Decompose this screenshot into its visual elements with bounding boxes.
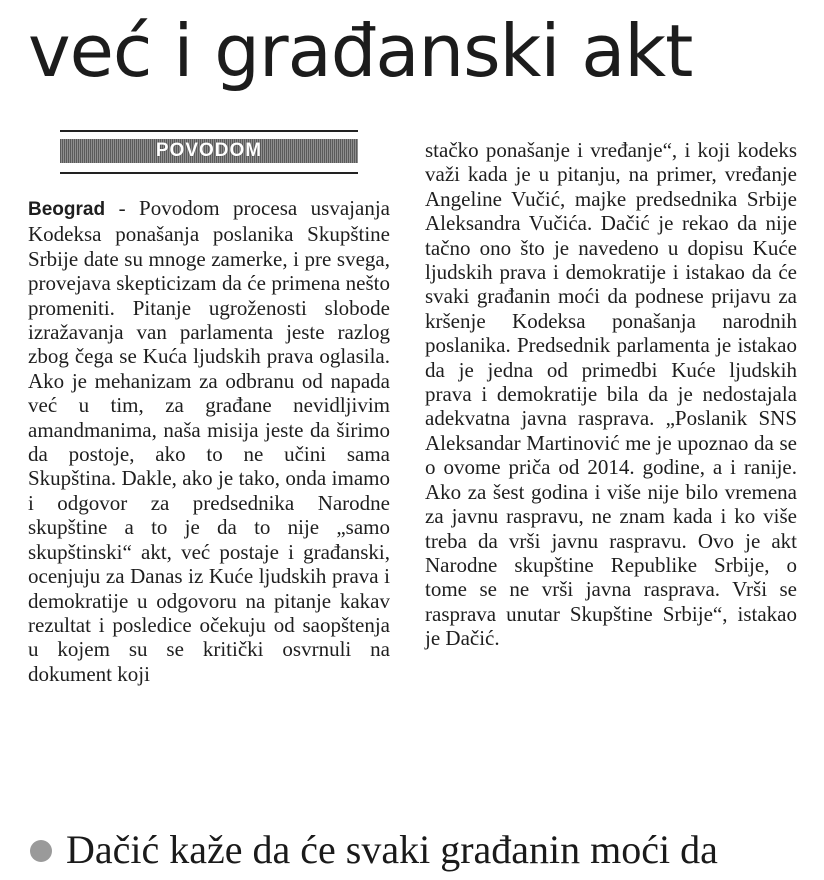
rubric-label: POVODOM [155,140,263,161]
callout-text: Dačić kaže da će svaki građanin moći da [66,827,718,872]
dateline: Beograd [28,199,106,220]
article-column-left [28,196,390,686]
bullet-icon [30,840,52,862]
section-rubric [60,130,358,174]
column-divider [408,140,409,810]
rubric-bar [60,139,358,163]
rubric-rule-top [60,130,358,132]
article-paragraph-left [28,196,390,686]
headline: već i građanski akt [28,9,693,93]
left-column-body: - Povodom procesa usvajanja Kodeksa ponašanja poslanika Skupštine Srbije date su mnoge zamerke, i pre svega, provejava skepticizam da će primena nešto promeniti. Pitanje ugroženosti slobode izražavanja van parlamenta jeste razlog zbog čega se Kuća ljudskih prava oglasila. Ako je mehanizam za odbranu od napada već u tim, za građane nevidljivim amandmanima, naša misija jeste da širimo da postoje, ako to ne učini sama Skupština. Dakle, ako je tako, onda imamo i odgovor za predsednika Narodne skupštine a to je da to nije „samo skupštinski“ akt, već postaje i građanski, ocenjuju za Danas iz Kuće ljudskih prava i demokratije u odgovoru na pitanje kakav rezultat i posledice očekuju od saopštenja u kojem su se kritički osvrnuli na dokument koji [28,196,390,686]
right-column-body: stačko ponašanje i vređanje“, i koji kodeks važi kada je u pitanju, na primer, vređanje Angeline Vučić, majke predsednika Srbije Aleksandra Vučića. Dačić je rekao da nije tačno ono što je navedeno u dopisu Kuće ljudskih prava i demokratije i istakao da će svaki građanin moći da podnese prijavu za kršenje Kodeksa ponašanja narodnih poslanika. Predsednik parlamenta je istakao da je jedna od primedbi Kuće ljudskih prava i demokratije bila da je nedostajala adekvatna javna rasprava. „Poslanik SNS Aleksandar Martinović me je upoznao da se o ovome priča od 2014. godine, a i ranije. Ako za šest godina i više nije bilo vremena za javnu raspravu, ne znam kada i ko više treba da vrši javnu raspravu. Ovo je akt Narodne skupštine Republike Srbije, o tome se ne vrši javna rasprava. Vrši se rasprava unutar Skupštine Srbije“, istakao je Dačić. [425,138,797,651]
rubric-rule-bottom [60,172,358,174]
article-column-right [425,138,797,651]
callout-headline [30,820,820,880]
